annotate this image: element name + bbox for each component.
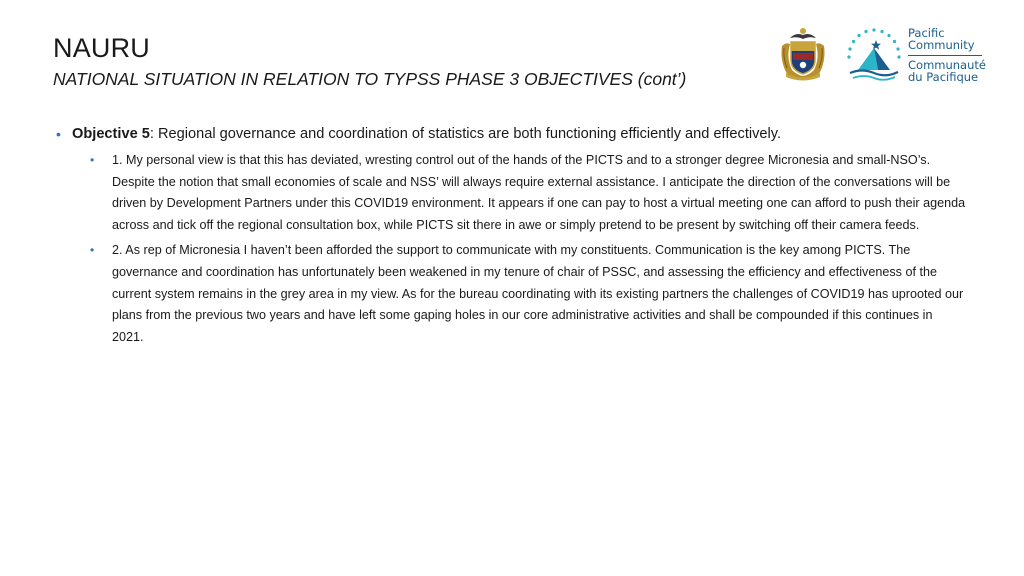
sub-bullet-1: [90, 150, 966, 236]
page-title: NAURU: [53, 33, 151, 63]
spc-line-3: Communauté: [908, 57, 986, 72]
nauru-coat-of-arms-icon: [776, 26, 830, 84]
sub-bullet-2-text: 2. As rep of Micronesia I haven’t been afforded the support to communicate with my constituents. Communication is the key among PICTS. The governance and coordination has unfortunately been weakened in my tenure of chair of PSSC, and assessing the efficiency and effectiveness of the current system remains in the grey area in my view. As for the bureau coordinating with its existing partners the challenges of COVID19 has uprooted our plans from the previous two years and have left some gaping holes in our core administrative activities and shall be compounded if this continues in 2021.: [112, 243, 964, 344]
sub-bullet-1-text: 1. My personal view is that this has deviated, wresting control out of the hands of the PICTS and to a stronger degree Micronesia and small-NSO’s. Despite the notion that small economies of scale and NSS’ will always require external assistance. I anticipate the direction of the conversations will be driven by Development Partners under this COVID19 environment. It appears if one can pay to host a virtual meeting one can afford to push their agenda across and tick off the regional consultation box, while PICTS sit there in awe or simply pretend to be present by switching off their camera feeds.: [112, 153, 966, 232]
page-subtitle: NATIONAL SITUATION IN RELATION TO TYPSS PHASE 3 OBJECTIVES (cont’): [53, 69, 687, 89]
spc-line-4: du Pacifique: [908, 70, 979, 84]
pacific-community-wordmark: [908, 27, 988, 84]
spc-line-1: Pacific: [908, 25, 945, 40]
pacific-community-logo: [844, 26, 988, 84]
spc-divider: [908, 55, 982, 56]
objective-label: Objective 5: [72, 126, 150, 142]
bullet-dot-icon: •: [90, 153, 95, 167]
objective-text: : Regional governance and coordination of statistics are both functioning efficiently and effectively.: [149, 126, 782, 142]
pacific-community-logo-icon: [844, 26, 904, 84]
spc-line-2: Community: [908, 38, 975, 52]
slide-body: [56, 124, 966, 348]
bullet-dot-icon: •: [90, 243, 95, 258]
bullet-dot-icon: •: [56, 126, 61, 142]
sub-bullet-2: [90, 240, 966, 348]
logo-bar: [776, 24, 988, 86]
objective-bullet: [56, 124, 966, 144]
